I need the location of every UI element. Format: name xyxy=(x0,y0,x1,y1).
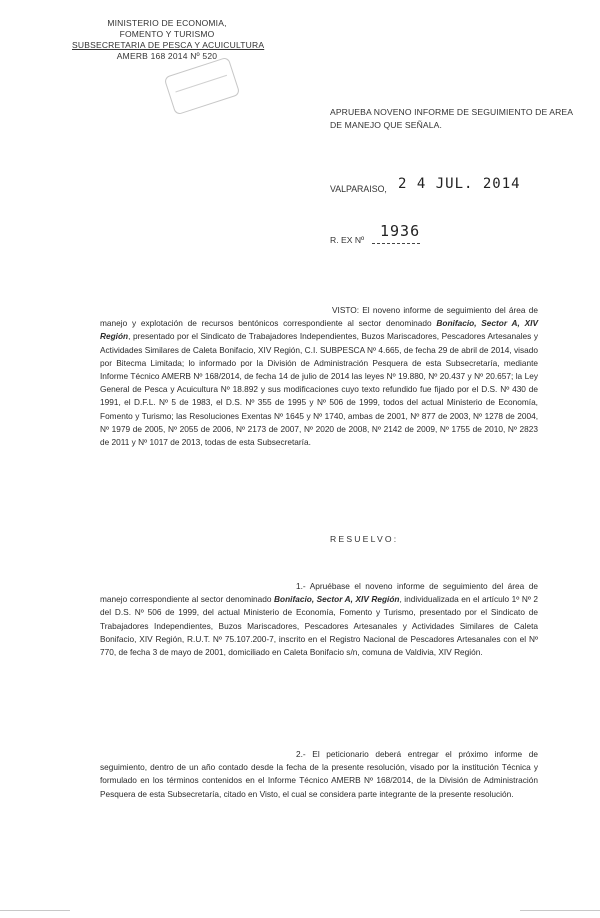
document-subject: APRUEBA NOVENO INFORME DE SEGUIMIENTO DE AREA DE MANEJO QUE SEÑALA. xyxy=(330,107,573,130)
resuelvo-heading: RESUELVO: xyxy=(330,534,399,544)
resolution-label: R. EX Nº xyxy=(330,235,365,245)
resolution-article-2 xyxy=(100,748,538,801)
visto-text-2: , presentado por el Sindicato de Trabajadores Independientes, Buzos Mariscadores, Pescadores Artesanales y Actividades Similares de Caleta Bonifacio, XIV Región, C.I. SUBPESCA Nº 4.665, de fecha 29 de abril de 2014, visado por Bitecma Limitada; lo informado por la División de Administración Pesquera de esta Subsecretaría, mediante Informe Técnico AMERB Nº 168/2014, de fecha 14 de julio de 2014 las leyes Nº 19.880, Nº 20.437 y Nº 20.657; la Ley General de Pesca y Acuicultura Nº 18.892 y sus modificaciones cuyo texto refundido fue fijado por el D.S. Nº 430 de 1991, el D.F.L. Nº 5 de 1983, el D.S. Nº 355 de 1995 y Nº 506 de 1999, todos del actual Ministerio de Economía, Fomento y Turismo; las Resoluciones Exentas Nº 1645 y Nº 1740, ambas de 2001, Nº 877 de 2003, Nº 1278 de 2004, Nº 1979 de 2005, Nº 2055 de 2006, Nº 2173 de 2007, Nº 2020 de 2008, Nº 2142 de 2009, Nº 1755 de 2010, Nº 2823 de 2011 y Nº 1017 de 2013, todas de esta Subsecretaría. xyxy=(100,331,538,448)
edge-mark-right xyxy=(520,910,600,911)
visto-sector: Bonifacio, Sector A, XIV Región xyxy=(100,318,538,342)
subsecretaria-line: SUBSECRETARIA DE PESCA Y ACUICULTURA xyxy=(72,40,265,50)
article-1-text-2: , individualizada en el artículo 1º Nº 2 del D.S. Nº 506 de 1999, del actual Ministerio de Economía, Fomento y Turismo, presentado por el Sindicato de Trabajadores Independientes, Buzos Mariscadores, Pescadores Artesanales y Actividades Similares de Caleta Bonifacio, XIV Región, R.U.T. Nº 75.107.200-7, inscrito en el Registro Nacional de Pescadores Artesanales con el Nº 770, de fecha 3 de mayo de 2001, domiciliado en Caleta Bonifacio s/n, comuna de Valdivia, XIV Región. xyxy=(100,594,538,658)
article-2-text: 2.- El peticionario deberá entregar el próximo informe de seguimiento, dentro de un año contado desde la fecha de la presente resolución, visado por la institución Técnica y formulado en los términos contenidos en el Informe Técnico AMERB Nº 168/2014, de la División de Administración Pesquera de esta Subsecretaría, citado en Visto, el cual se considera parte integrante de la presente resolución. xyxy=(100,749,538,799)
ministry-line-2: FOMENTO Y TURISMO xyxy=(119,29,215,39)
reference-line: AMERB 168 2014 Nº 520 xyxy=(116,51,218,61)
place-label: VALPARAISO, xyxy=(330,184,387,194)
resolution-underline xyxy=(372,243,420,244)
visto-text-1: VISTO: El noveno informe de seguimiento del área de manejo y explotación de recursos bentónicos correspondiente al sector denominado xyxy=(100,305,538,329)
edge-mark-left xyxy=(0,910,70,911)
article-1-text-1: 1.- Apruébase el noveno informe de seguimiento del área de manejo correspondiente al sector denominado xyxy=(100,581,538,605)
visto-paragraph xyxy=(100,304,538,449)
received-stamp xyxy=(163,56,240,115)
article-1-sector: Bonifacio, Sector A, XIV Región xyxy=(274,594,400,605)
ministry-line: MINISTERIO DE ECONOMIA, xyxy=(107,18,227,28)
scan-edge-marks xyxy=(0,906,600,918)
resolution-article-1 xyxy=(100,580,538,659)
resolution-number: 1936 xyxy=(380,222,421,240)
letterhead xyxy=(72,18,265,62)
document-date: 2 4 JUL. 2014 xyxy=(398,176,521,192)
